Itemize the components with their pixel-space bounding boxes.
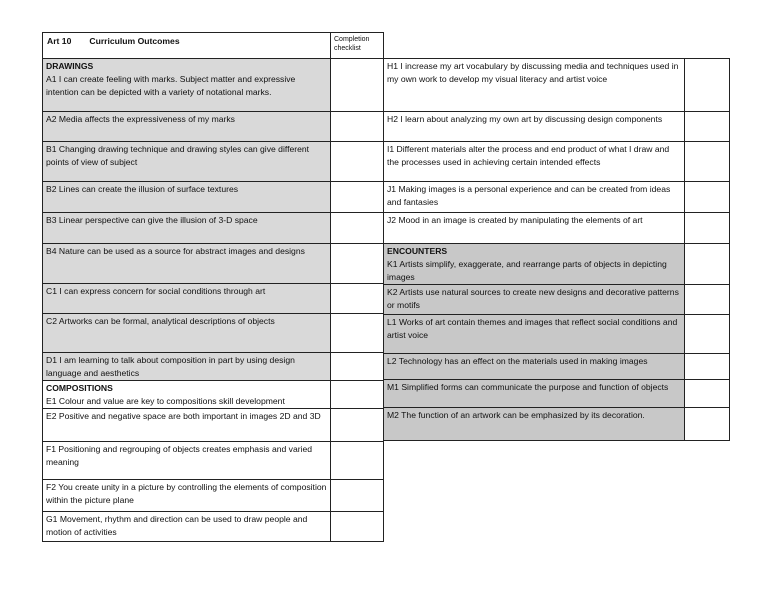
outcome-text: M2 The function of an artwork can be emphasized by its decoration. xyxy=(387,410,645,420)
outcome-text: A2 Media affects the expressiveness of my marks xyxy=(46,114,235,124)
outcome-cell xyxy=(43,112,331,142)
table-row xyxy=(384,213,730,244)
checklist-cell[interactable] xyxy=(331,381,384,409)
section-heading-drawings: DRAWINGS xyxy=(46,61,94,71)
checklist-cell[interactable] xyxy=(331,284,384,314)
outcome-text: H1 I increase my art vocabulary by discussing media and techniques used in my own work to develop my visual literacy and artist voice xyxy=(387,61,679,84)
outcomes-table-right xyxy=(383,58,730,441)
outcome-cell xyxy=(384,354,685,380)
outcome-text: B4 Nature can be used as a source for abstract images and designs xyxy=(46,246,305,256)
outcome-cell xyxy=(43,244,331,284)
outcome-text: I1 Different materials alter the process and end product of what I draw and the processes used in achieving certain intended effects xyxy=(387,144,670,167)
checklist-cell[interactable] xyxy=(685,315,730,354)
table-header-row xyxy=(43,33,384,59)
table-row xyxy=(384,408,730,441)
checklist-cell[interactable] xyxy=(331,409,384,442)
checklist-cell[interactable] xyxy=(331,314,384,353)
checklist-cell[interactable] xyxy=(331,59,384,112)
outcome-text: J2 Mood in an image is created by manipulating the elements of art xyxy=(387,215,643,225)
table-row xyxy=(43,59,384,112)
checklist-header: Completion checklist xyxy=(331,33,384,59)
section-heading-encounters: ENCOUNTERS xyxy=(387,246,448,256)
table-row xyxy=(43,244,384,284)
table-row xyxy=(384,244,730,285)
table-row xyxy=(43,409,384,442)
outcome-cell xyxy=(43,409,331,442)
outcome-cell xyxy=(43,142,331,182)
checklist-cell[interactable] xyxy=(331,480,384,512)
table-row xyxy=(384,182,730,213)
outcome-text: E1 Colour and value are key to compositions skill development xyxy=(46,396,285,406)
outcome-text: M1 Simplified forms can communicate the purpose and function of objects xyxy=(387,382,669,392)
outcome-text: E2 Positive and negative space are both important in images 2D and 3D xyxy=(46,411,321,421)
outcome-text: K2 Artists use natural sources to create new designs and decorative patterns or motifs xyxy=(387,287,679,310)
checklist-cell[interactable] xyxy=(331,353,384,381)
outcome-cell xyxy=(384,112,685,142)
checklist-cell[interactable] xyxy=(685,59,730,112)
table-row xyxy=(384,142,730,182)
table-row xyxy=(43,314,384,353)
outcome-cell xyxy=(384,285,685,315)
course-name: Art 10 xyxy=(47,36,72,46)
checklist-cell[interactable] xyxy=(331,213,384,244)
outcome-text: H2 I learn about analyzing my own art by discussing design components xyxy=(387,114,663,124)
table-row xyxy=(43,353,384,381)
outcome-text: G1 Movement, rhythm and direction can be used to draw people and motion of activities xyxy=(46,514,308,537)
checklist-cell[interactable] xyxy=(331,512,384,542)
checklist-cell[interactable] xyxy=(685,285,730,315)
outcome-cell xyxy=(43,381,331,409)
table-row xyxy=(384,315,730,354)
table-row xyxy=(43,112,384,142)
outcome-cell xyxy=(384,408,685,441)
checklist-cell[interactable] xyxy=(685,213,730,244)
table-row xyxy=(43,182,384,213)
checklist-cell[interactable] xyxy=(331,244,384,284)
outcome-text: D1 I am learning to talk about composition in part by using design language and aesthetics xyxy=(46,355,295,378)
table-row xyxy=(384,59,730,112)
checklist-cell[interactable] xyxy=(685,354,730,380)
outcome-text: L2 Technology has an effect on the materials used in making images xyxy=(387,356,648,366)
table-row xyxy=(384,285,730,315)
checklist-cell[interactable] xyxy=(331,442,384,480)
table-row xyxy=(43,284,384,314)
outcome-cell xyxy=(43,59,331,112)
checklist-cell[interactable] xyxy=(685,408,730,441)
outcomes-table-left xyxy=(42,32,384,542)
page-title xyxy=(43,33,331,59)
outcome-cell xyxy=(384,380,685,408)
outcome-text: C2 Artworks can be formal, analytical descriptions of objects xyxy=(46,316,275,326)
outcome-text: K1 Artists simplify, exaggerate, and rearrange parts of objects in depicting images xyxy=(387,259,667,282)
checklist-cell[interactable] xyxy=(331,142,384,182)
checklist-cell[interactable] xyxy=(685,380,730,408)
table-row xyxy=(43,142,384,182)
outcome-cell xyxy=(43,314,331,353)
outcome-cell xyxy=(43,512,331,542)
outcome-cell xyxy=(43,182,331,213)
table-row xyxy=(43,442,384,480)
outcome-cell xyxy=(384,182,685,213)
outcome-cell xyxy=(43,480,331,512)
table-row xyxy=(43,512,384,542)
outcome-cell xyxy=(384,244,685,285)
outcome-cell xyxy=(384,315,685,354)
outcome-text: B3 Linear perspective can give the illusion of 3-D space xyxy=(46,215,258,225)
checklist-cell[interactable] xyxy=(331,182,384,213)
title-text: Curriculum Outcomes xyxy=(89,36,180,46)
section-heading-compositions: COMPOSITIONS xyxy=(46,383,113,393)
outcome-text: B2 Lines can create the illusion of surface textures xyxy=(46,184,239,194)
outcome-text: F2 You create unity in a picture by controlling the elements of composition within the picture plane xyxy=(46,482,327,505)
table-row xyxy=(384,380,730,408)
outcome-cell xyxy=(43,213,331,244)
table-row xyxy=(43,480,384,512)
outcome-text: J1 Making images is a personal experience and can be created from ideas and fantasies xyxy=(387,184,671,207)
checklist-cell[interactable] xyxy=(685,244,730,285)
checklist-cell[interactable] xyxy=(685,142,730,182)
outcome-cell xyxy=(384,59,685,112)
outcome-text: C1 I can express concern for social conditions through art xyxy=(46,286,266,296)
outcome-text: F1 Positioning and regrouping of objects creates emphasis and varied meaning xyxy=(46,444,313,467)
checklist-cell[interactable] xyxy=(331,112,384,142)
outcome-text: B1 Changing drawing technique and drawing styles can give different points of view of subject xyxy=(46,144,310,167)
checklist-cell[interactable] xyxy=(685,182,730,213)
table-row xyxy=(43,213,384,244)
checklist-cell[interactable] xyxy=(685,112,730,142)
table-row xyxy=(43,381,384,409)
outcome-cell xyxy=(384,142,685,182)
outcome-cell xyxy=(384,213,685,244)
outcome-cell xyxy=(43,284,331,314)
outcome-text: L1 Works of art contain themes and images that reflect social conditions and artist voice xyxy=(387,317,678,340)
table-row xyxy=(384,354,730,380)
outcome-cell xyxy=(43,442,331,480)
outcome-text: A1 I can create feeling with marks. Subject matter and expressive intention can be depicted with a variety of notational marks. xyxy=(46,74,296,97)
outcome-cell xyxy=(43,353,331,381)
table-row xyxy=(384,112,730,142)
